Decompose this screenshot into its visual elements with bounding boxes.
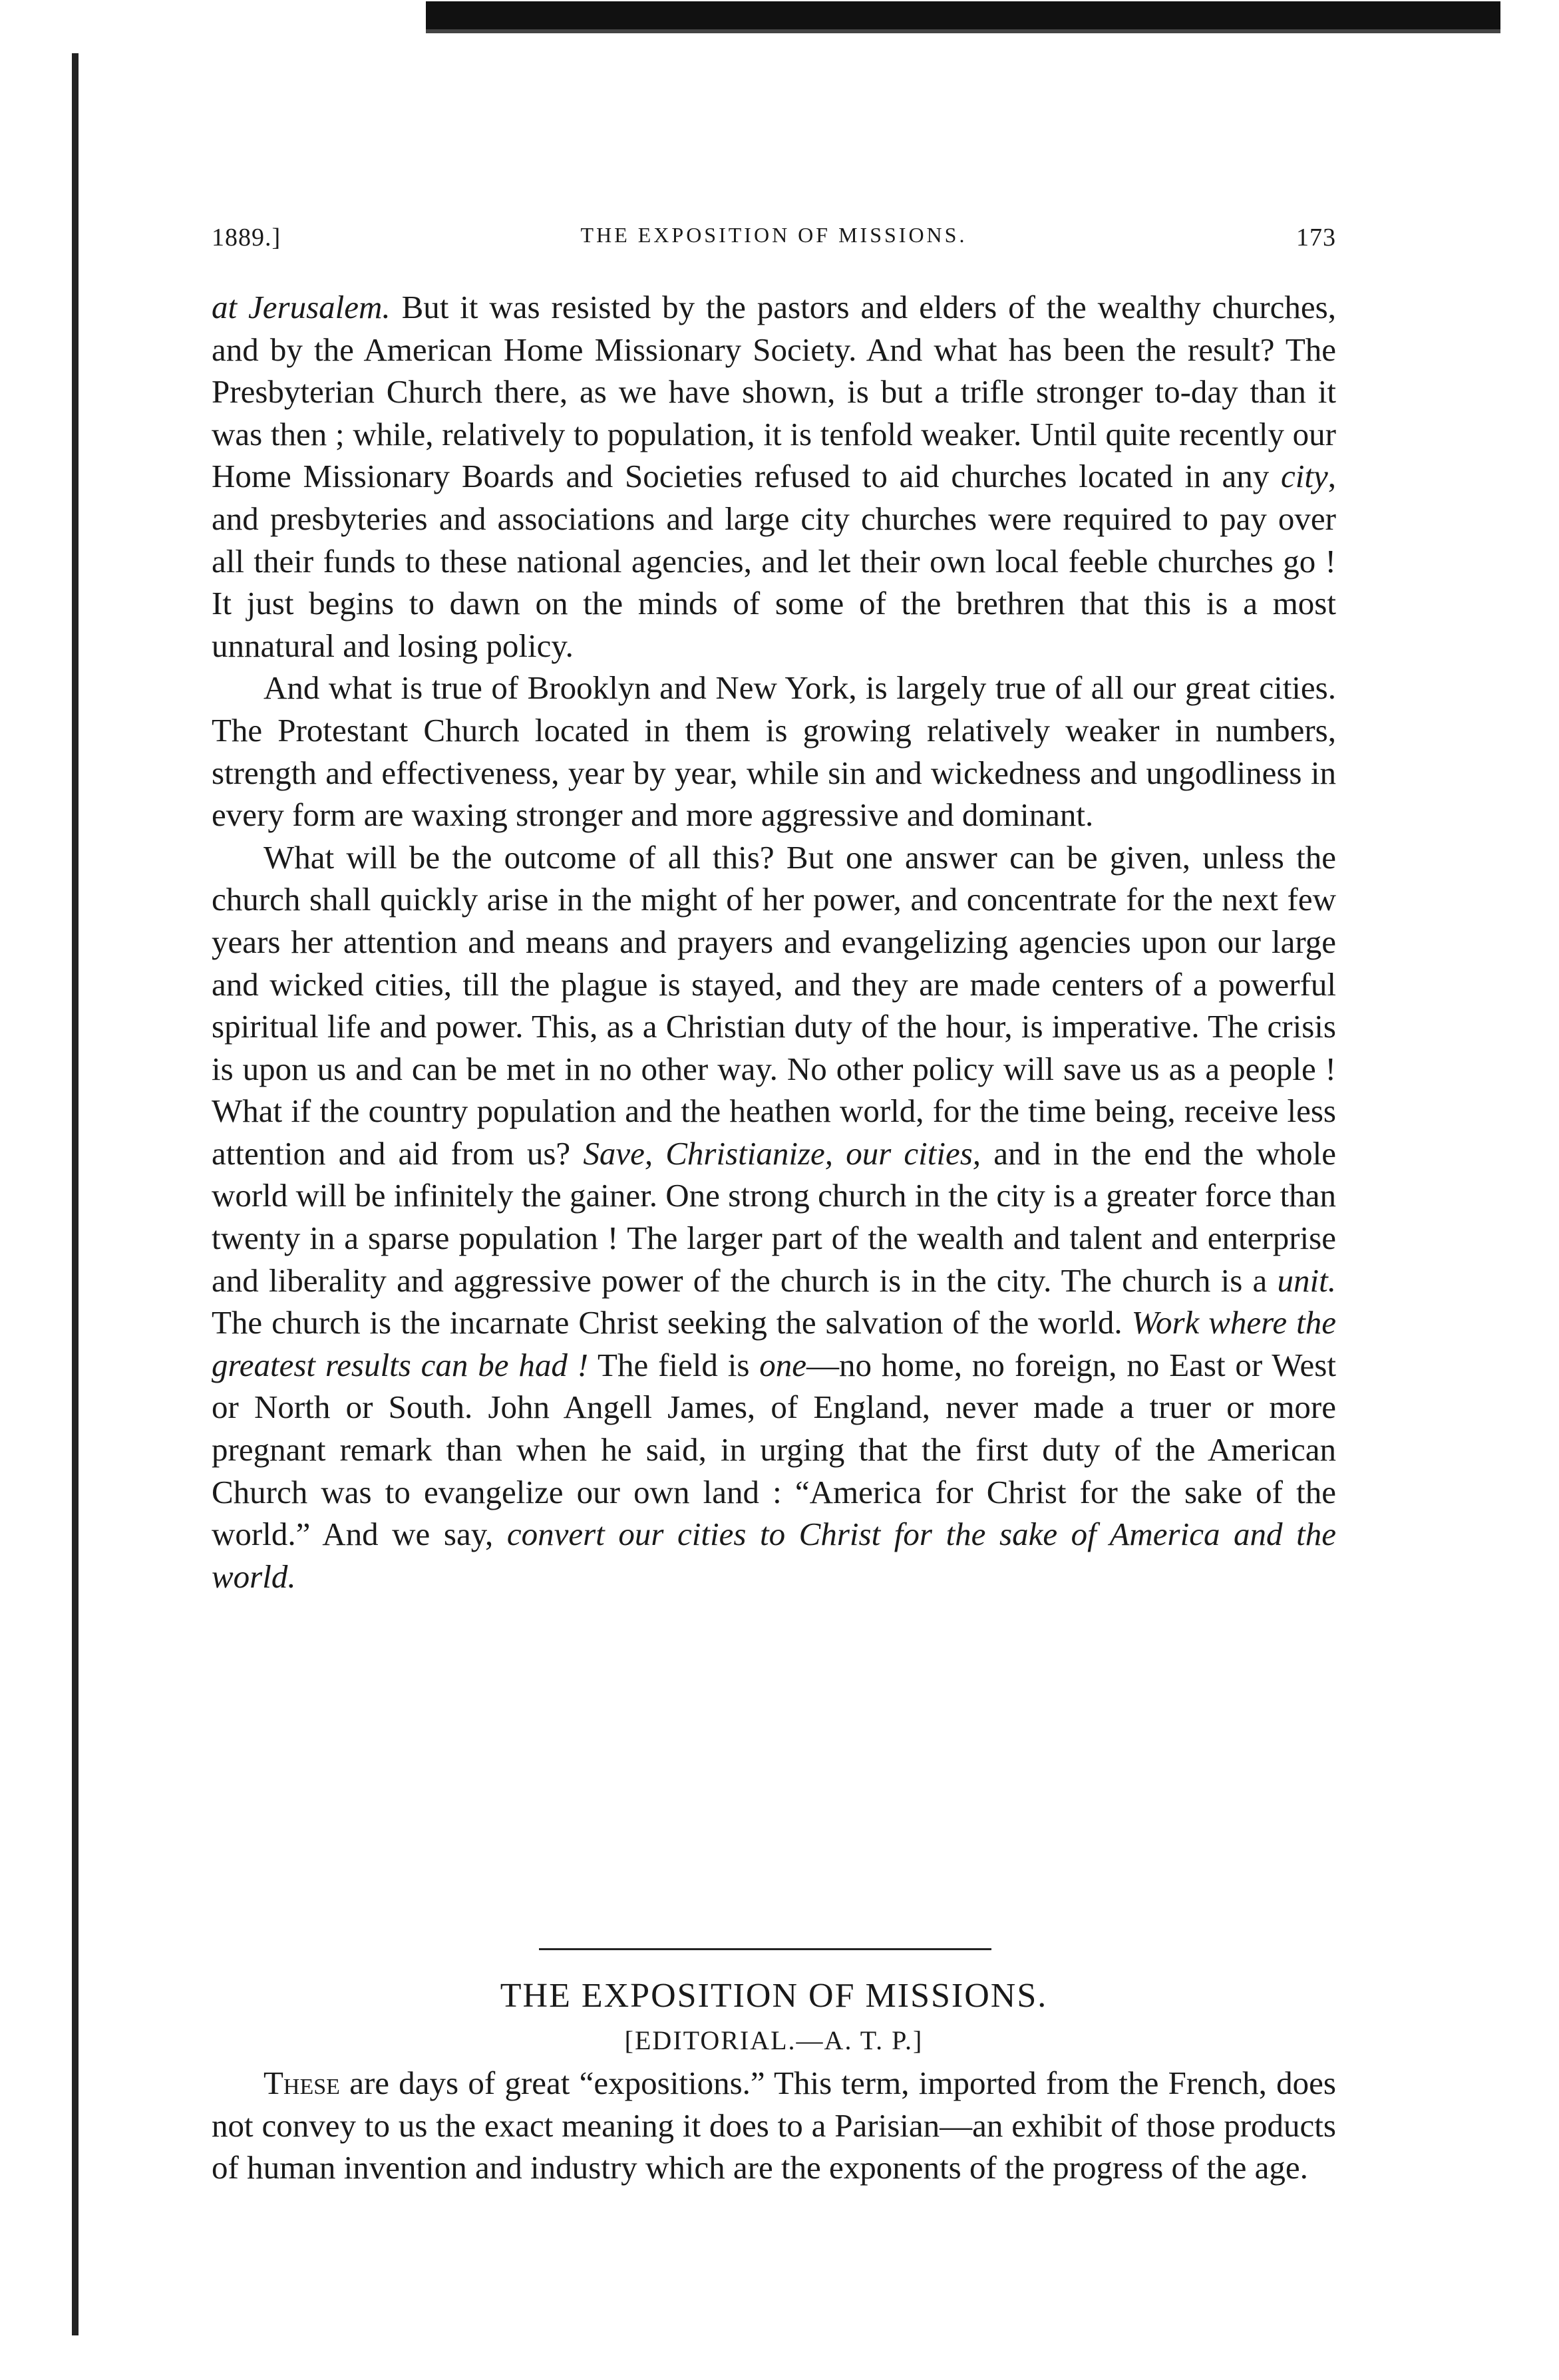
paragraph-3-text-e: —no home, no foreign, no East or West or North or South. John Angell James, of England, never made a truer or more pregnant remark than when he said, in urging that the first duty of the American Church was to evangelize our own land : “America for Christ for the sake of the world.” And we say, — [212, 1346, 1336, 1553]
page-header — [212, 223, 1336, 263]
italic-save-cities: Save, Christianize, our cities, — [583, 1134, 981, 1172]
article-body — [212, 286, 1336, 1598]
paragraph-3-text-a: What will be the outcome of all this? But one answer can be given, unless the church shall quickly arise in the might of her power, and concentrate for the next few years her attention and means and prayers and evangelizing agencies upon our large and wicked cities, till the plague is stayed, and they are made centers of a powerful spiritual life and power. This, as a Christian duty of the hour, is imperative. The crisis is upon us and can be met in no other way. No other policy will save us as a people ! What if the country population and the heathen world, for the time being, receive less attention and aid from us? — [212, 838, 1336, 1172]
italic-work-where: Work where the greatest results can be had ! — [212, 1304, 1336, 1383]
running-title: THE EXPOSITION OF MISSIONS. — [580, 223, 967, 247]
section-byline: [EDITORIAL.—A. T. P.] — [624, 2025, 924, 2055]
italic-at-jerusalem: at Jerusalem. — [212, 289, 391, 325]
paragraph-3 — [212, 836, 1336, 1598]
exposition-section — [212, 1973, 1336, 2189]
italic-city: city — [1281, 458, 1328, 495]
paragraph-1-text-b: , and presbyteries and associations and large city churches were required to pay over all their funds to these national agencies, and let their own local feeble churches go ! It just begins to dawn on the minds of some of the brethren that this is a most unnatural and losing policy. — [212, 458, 1336, 664]
italic-convert-cities: convert our cities to Christ for the sake of America and the world. — [212, 1516, 1336, 1595]
scan-top-bar — [426, 1, 1500, 32]
paragraph-1 — [212, 286, 1336, 667]
paragraph-3-text-c: The church is the incarnate Christ seeking the salvation of the world. — [212, 1304, 1132, 1341]
paragraph-2: And what is true of Brooklyn and New York, is largely true of all our great cities. The Protestant Church located in them is growing relatively weaker in numbers, strength and effectiveness, year by year, while sin and wickedness and ungodliness in every form are waxing stronger and more aggressive and dominant. — [212, 669, 1336, 834]
section-first-word: These — [263, 2065, 340, 2101]
italic-unit: unit. — [1277, 1262, 1336, 1299]
section-paragraph-text: are days of great “expositions.” This term, imported from the French, does not convey to us the exact meaning it does to a Parisian—an exhibit of those products of human invention and industry which are the exponents of the progress of the age. — [212, 2065, 1336, 2186]
scan-left-margin-rule — [72, 53, 79, 2335]
italic-one: one — [759, 1346, 807, 1383]
paragraph-1-text-a: But it was resisted by the pastors and elders of the wealthy churches, and by the American Home Missionary Society. And what has been the result? The Presbyterian Church there, as we have shown, is but a trifle stronger to-day than it was then ; while, relatively to population, it is tenfold weaker. Until quite recently our Home Missionary Boards and Societies refused to aid churches located in any — [212, 289, 1337, 495]
section-paragraph — [212, 2062, 1336, 2189]
section-divider — [539, 1948, 991, 1950]
header-year: 1889.] — [212, 224, 281, 252]
paragraph-3-text-b: and in the end the whole world will be infinitely the gainer. One strong church in the city is a greater force than twenty in a sparse population ! The larger part of the wealth and talent and enterprise and liberality and aggressive power of the church is in the city. The church is a — [212, 1134, 1336, 1299]
paragraph-3-text-d: The field is — [588, 1346, 760, 1383]
scan-top-bar-edge — [426, 29, 1500, 33]
page-number: 173 — [1296, 224, 1336, 252]
section-title: THE EXPOSITION OF MISSIONS. — [500, 1977, 1048, 2015]
